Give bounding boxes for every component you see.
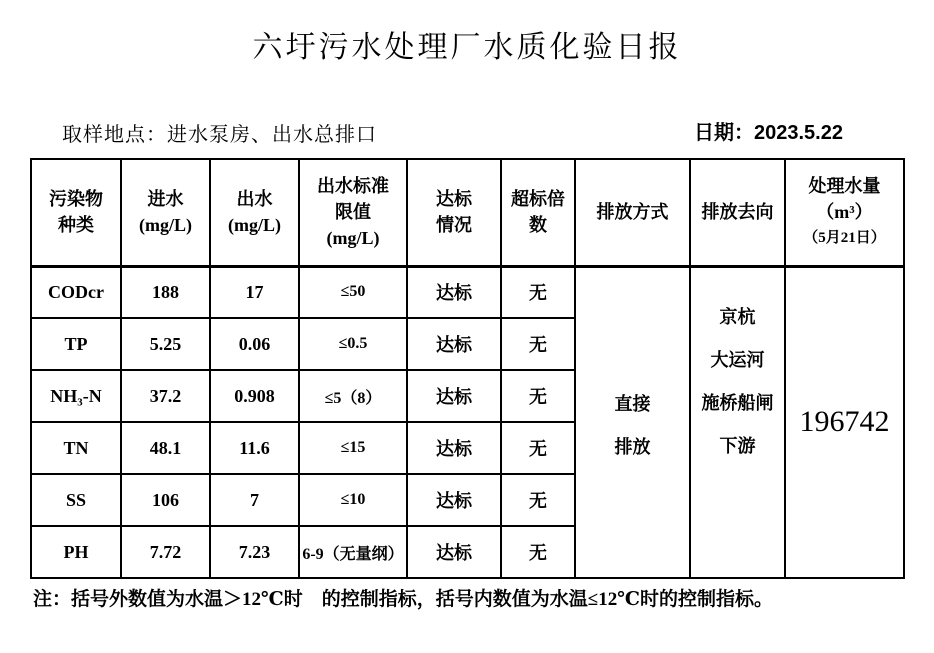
- cell-effluent: 17: [210, 266, 299, 318]
- header-line: 超标倍: [511, 189, 565, 210]
- report-title: 六圩污水处理厂水质化验日报: [252, 31, 682, 64]
- header-row: [31, 159, 904, 266]
- cell-pollutant: SS: [31, 474, 121, 526]
- cell-pollutant: TN: [31, 422, 121, 474]
- footnote: 注：括号外数值为水温＞12℃时 的控制指标，括号内数值为水温≤12℃时的控制指标。: [33, 589, 773, 610]
- cell-influent: 5.25: [121, 318, 210, 370]
- discharge-destination-line: 京杭: [719, 307, 756, 328]
- discharge-destination-text: [691, 296, 784, 468]
- cell-limit: ≤10: [299, 474, 407, 526]
- cell-effluent: 7.23: [210, 526, 299, 578]
- cell-compliance: 达标: [407, 526, 501, 578]
- cell-exceedance: 无: [501, 422, 575, 474]
- cell-effluent: 11.6: [210, 422, 299, 474]
- cell-influent: 37.2: [121, 370, 210, 422]
- header-line: (mg/L): [139, 215, 192, 236]
- discharge-destination-line: 下游: [719, 436, 756, 457]
- report-date-label: 日期：2023.5.22: [694, 122, 843, 144]
- header-line: 限值: [335, 202, 371, 223]
- cell-influent: 48.1: [121, 422, 210, 474]
- header-line: (mg/L): [326, 228, 380, 249]
- header-discharge-destination: 排放去向: [690, 159, 785, 266]
- header-line: 数: [529, 215, 547, 236]
- header-treated-volume: [785, 159, 904, 266]
- header-compliance: [407, 159, 501, 266]
- water-quality-table: [30, 158, 905, 579]
- cell-discharge-mode: [575, 266, 690, 578]
- header-effluent: [210, 159, 299, 266]
- cell-pollutant: PH: [31, 526, 121, 578]
- cell-pollutant: NH₃-N: [31, 370, 121, 422]
- cell-compliance: 达标: [407, 370, 501, 422]
- cell-influent: 106: [121, 474, 210, 526]
- discharge-mode-text: [576, 383, 689, 469]
- cell-treated-volume: 196742: [785, 266, 904, 578]
- cell-compliance: 达标: [407, 318, 501, 370]
- cell-exceedance: 无: [501, 266, 575, 318]
- sampling-point-label: 取样地点：进水泵房、出水总排口: [62, 124, 377, 146]
- cell-exceedance: 无: [501, 526, 575, 578]
- header-line: 出水标准: [317, 176, 389, 197]
- discharge-destination-line: 大运河: [710, 350, 765, 371]
- header-line: 污染物: [49, 189, 103, 210]
- cell-compliance: 达标: [407, 422, 501, 474]
- cell-compliance: 达标: [407, 474, 501, 526]
- cell-effluent: 0.06: [210, 318, 299, 370]
- cell-effluent: 7: [210, 474, 299, 526]
- header-line: 出水: [236, 189, 273, 210]
- discharge-mode-line: 排放: [614, 437, 651, 458]
- header-exceedance: [501, 159, 575, 266]
- header-line: 达标: [436, 189, 472, 210]
- cell-exceedance: 无: [501, 370, 575, 422]
- table-row-codcr: [31, 266, 904, 318]
- header-line: 进水: [147, 189, 184, 210]
- cell-exceedance: 无: [501, 318, 575, 370]
- cell-limit: ≤50: [299, 266, 407, 318]
- cell-limit: ≤5（8）: [299, 370, 407, 422]
- header-line: 情况: [436, 215, 472, 236]
- cell-pollutant: TP: [31, 318, 121, 370]
- header-line: 种类: [58, 215, 94, 236]
- header-influent: [121, 159, 210, 266]
- cell-limit: 6-9（无量纲）: [299, 526, 407, 578]
- cell-limit: ≤0.5: [299, 318, 407, 370]
- cell-pollutant: CODcr: [31, 266, 121, 318]
- cell-limit: ≤15: [299, 422, 407, 474]
- header-effluent-limit: [299, 159, 407, 266]
- cell-discharge-destination: [690, 266, 785, 578]
- header-pollutant-type: [31, 159, 121, 266]
- cell-influent: 188: [121, 266, 210, 318]
- header-line: （5月21日）: [803, 230, 886, 247]
- header-line: 处理水量: [808, 176, 881, 197]
- header-discharge-mode: 排放方式: [575, 159, 690, 266]
- cell-influent: 7.72: [121, 526, 210, 578]
- header-line: (mg/L): [228, 215, 281, 236]
- discharge-destination-line: 施桥船闸: [701, 393, 774, 414]
- header-line: （m³）: [816, 202, 873, 223]
- discharge-mode-line: 直接: [614, 394, 651, 415]
- cell-compliance: 达标: [407, 266, 501, 318]
- cell-effluent: 0.908: [210, 370, 299, 422]
- cell-exceedance: 无: [501, 474, 575, 526]
